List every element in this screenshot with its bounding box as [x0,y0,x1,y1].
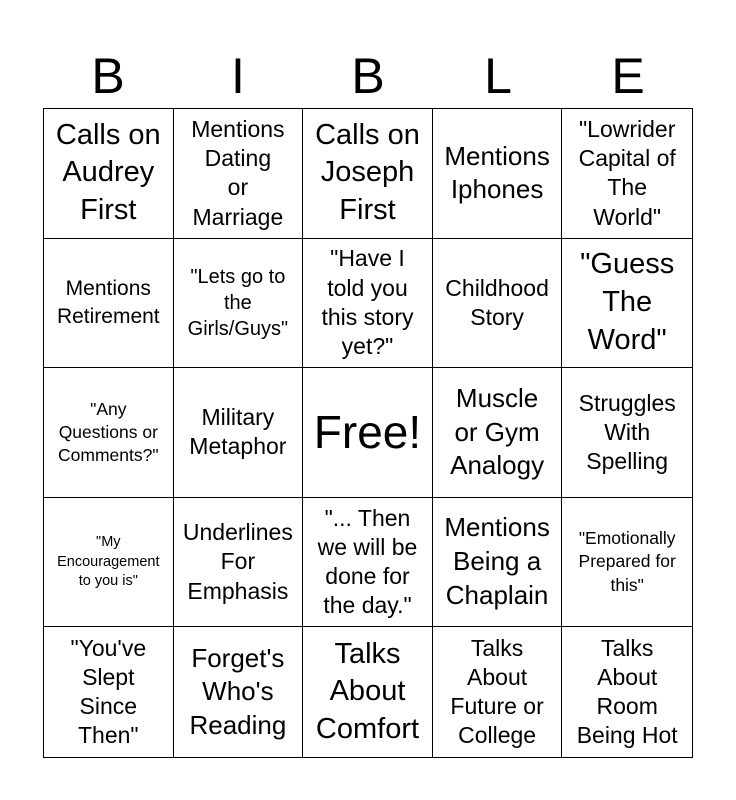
bingo-header [43,44,693,108]
bingo-cell[interactable]: Calls on Audrey First [44,109,174,239]
bingo-cell[interactable]: "Guess The Word" [562,239,692,369]
bingo-cell[interactable]: "Emotionally Prepared for this" [562,498,692,628]
bingo-cell[interactable]: "Lowrider Capital of The World" [562,109,692,239]
bingo-cell[interactable]: Struggles With Spelling [562,368,692,498]
bingo-cell[interactable]: "You've Slept Since Then" [44,627,174,757]
bingo-cell[interactable]: Calls on Joseph First [303,109,433,239]
bingo-cell[interactable]: Military Metaphor [174,368,304,498]
free-space[interactable]: Free! [303,368,433,498]
header-letter-i: I [231,48,245,104]
bingo-card [43,108,693,758]
header-letter-b2: B [351,48,385,104]
bingo-cell[interactable]: Mentions Retirement [44,239,174,369]
bingo-cell[interactable]: "My Encouragement to you is" [44,498,174,628]
header-letter-b: B [91,48,125,104]
header-letter-e: E [611,48,645,104]
bingo-cell[interactable]: Talks About Comfort [303,627,433,757]
bingo-cell[interactable]: Forget's Who's Reading [174,627,304,757]
bingo-cell[interactable]: Underlines For Emphasis [174,498,304,628]
bingo-cell[interactable]: "Have I told you this story yet?" [303,239,433,369]
bingo-cell[interactable]: Muscle or Gym Analogy [433,368,563,498]
bingo-cell[interactable]: "Any Questions or Comments?" [44,368,174,498]
bingo-cell[interactable]: Talks About Room Being Hot [576,634,678,749]
bingo-cell[interactable]: "Lets go to the Girls/Guys" [174,239,304,369]
bingo-cell[interactable]: Mentions Being a Chaplain [433,498,563,628]
bingo-cell[interactable]: "... Then we will be done for the day." [303,498,433,628]
header-letter-l: L [484,48,512,104]
bingo-cell[interactable]: Mentions Dating or Marriage [174,109,304,239]
bingo-cell[interactable]: Childhood Story [433,239,563,369]
bingo-cell[interactable]: Mentions Iphones [433,109,563,239]
bingo-cell[interactable]: Talks About Future or College [433,627,563,757]
